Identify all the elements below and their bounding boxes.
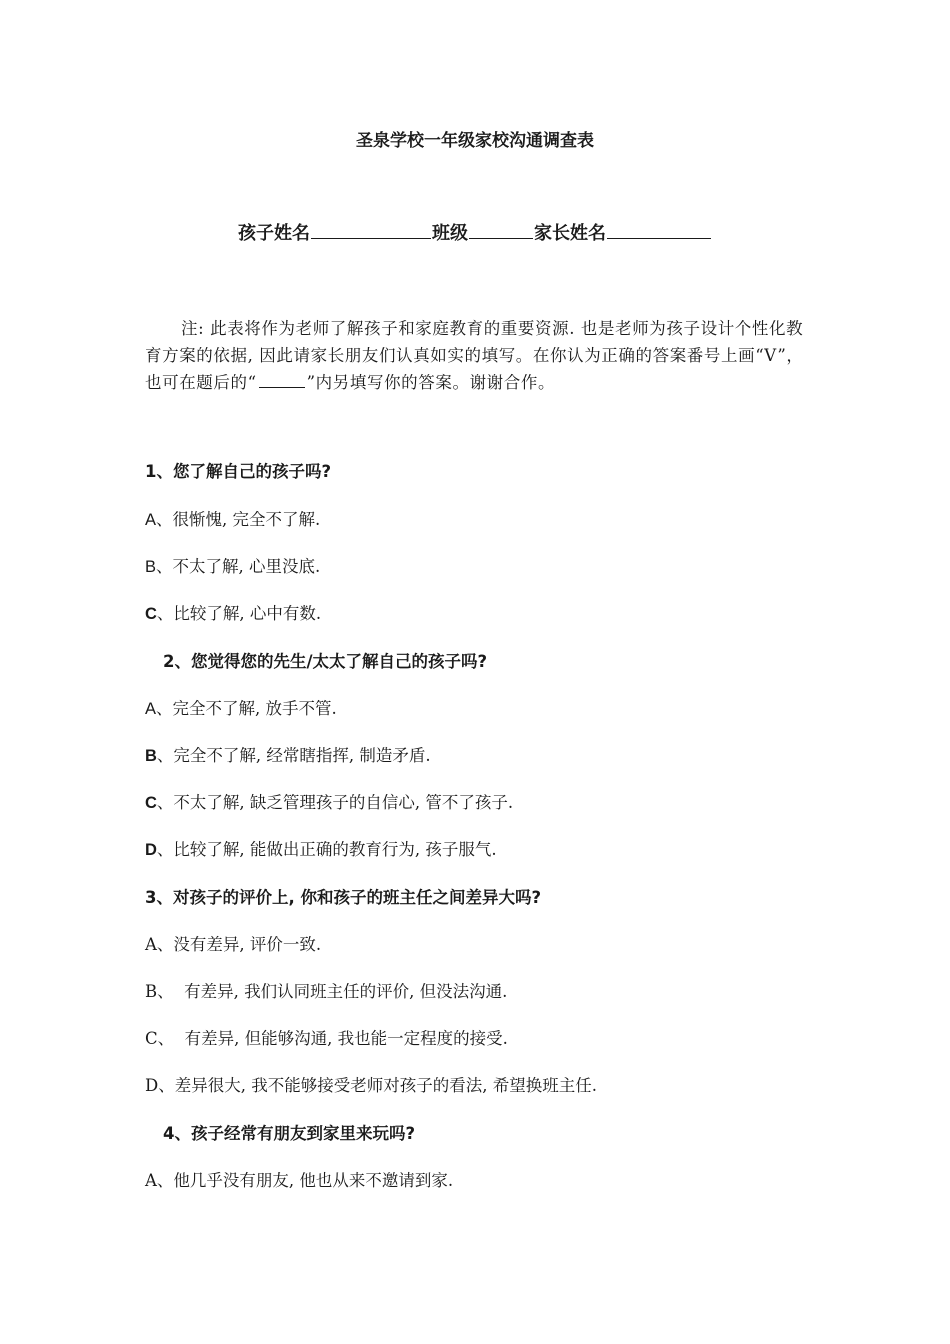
- question-3-option-b[interactable]: B、 有差异, 我们认同班主任的评价, 但没法沟通.: [145, 982, 508, 1001]
- question-3-option-a[interactable]: A、没有差异, 评价一致.: [145, 935, 322, 954]
- question-4: 4、孩子经常有朋友到家里来玩吗?: [163, 1124, 416, 1143]
- question-1-option-a[interactable]: A、很惭愧, 完全不了解.: [145, 510, 321, 529]
- question-1: 1、您了解自己的孩子吗?: [145, 462, 332, 481]
- question-2: 2、您觉得您的先生/太太了解自己的孩子吗?: [163, 652, 488, 671]
- note-text-part2: ”内另填写你的答案。谢谢合作。: [306, 373, 556, 392]
- respondent-info-line: [0, 219, 950, 245]
- child-name-label: 孩子姓名: [238, 223, 310, 244]
- question-3-option-d[interactable]: D、差异很大, 我不能够接受老师对孩子的看法, 希望换班主任.: [145, 1076, 597, 1095]
- question-3-option-c[interactable]: C、 有差异, 但能够沟通, 我也能一定程度的接受.: [145, 1029, 508, 1048]
- question-3: 3、对孩子的评价上, 你和孩子的班主任之间差异大吗?: [145, 888, 542, 907]
- question-2-option-a[interactable]: A、完全不了解, 放手不管.: [145, 699, 337, 718]
- page-title: 圣泉学校一年级家校沟通调查表: [356, 131, 594, 151]
- question-2-option-d[interactable]: D、比较了解, 能做出正确的教育行为, 孩子服气.: [145, 840, 497, 859]
- note-text-part1: 注: 此表将作为老师了解孩子和家庭教育的重要资源. 也是老师为孩子设计个性化教育方案的依据, 因此请家长朋友们认真如实的填写。在你认为正确的答案番号上画“V”，也可在题后的“: [145, 319, 804, 392]
- parent-name-label: 家长姓名: [534, 223, 606, 244]
- question-2-option-c[interactable]: C、不太了解, 缺乏管理孩子的自信心, 管不了孩子.: [145, 793, 514, 812]
- question-2-option-b[interactable]: B、完全不了解, 经常瞎指挥, 制造矛盾.: [145, 746, 431, 765]
- child-name-field[interactable]: [311, 220, 431, 239]
- question-1-option-b[interactable]: B、不太了解, 心里没底.: [145, 557, 321, 576]
- question-1-option-c[interactable]: C、比较了解, 心中有数.: [145, 604, 322, 623]
- note-answer-blank: [259, 373, 305, 388]
- class-label: 班级: [432, 223, 468, 244]
- class-field[interactable]: [469, 220, 533, 239]
- parent-name-field[interactable]: [607, 220, 711, 239]
- instructions-note: [145, 315, 810, 396]
- question-4-option-a[interactable]: A、他几乎没有朋友, 他也从来不邀请到家.: [145, 1171, 454, 1190]
